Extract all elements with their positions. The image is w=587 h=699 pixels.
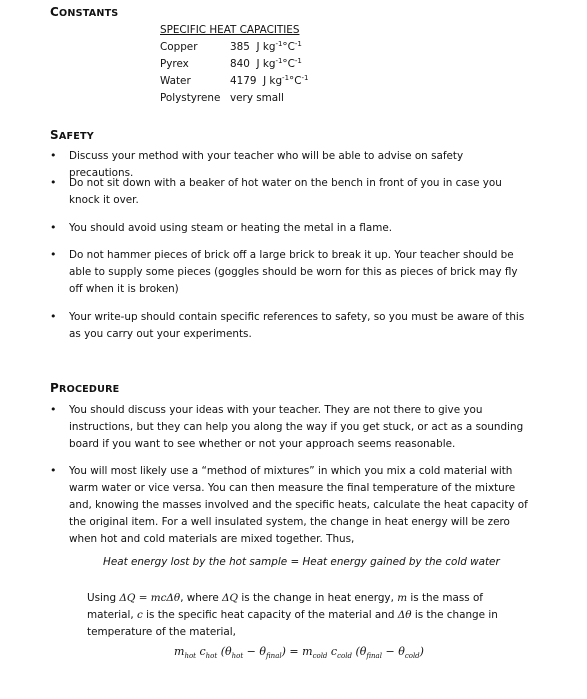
safety-item: Do not hammer pieces of brick off a large brick to break it up. Your teacher should be able to supply some pieces (goggles should be worn for this as pieces of brick may fly off when it is broken) bbox=[69, 249, 518, 295]
bullet-marker: • bbox=[50, 221, 57, 234]
bullet-marker: • bbox=[50, 248, 57, 261]
heading-initial: C bbox=[50, 5, 60, 19]
safety-heading bbox=[50, 128, 94, 142]
bullet-marker: • bbox=[50, 464, 57, 477]
bullet-marker: • bbox=[50, 149, 57, 162]
material-name: Pyrex bbox=[160, 58, 189, 70]
heading-rest: ONSTANTS bbox=[59, 8, 119, 19]
material-name: Copper bbox=[160, 41, 198, 53]
safety-item: Discuss your method with your teacher who will be able to advise on safety precautions. bbox=[69, 150, 464, 179]
heading-rest: AFETY bbox=[58, 131, 94, 142]
material-name: Polystyrene bbox=[160, 92, 221, 104]
heat-balance-equation: $m_{hot}$ $c_{hot}$ $(\theta_{hot} - \theta_{final}) = m_{cold}$ $c_{cold}$ $(\theta_{final} - \theta_{cold})$ bbox=[174, 645, 424, 661]
procedure-heading bbox=[50, 381, 119, 395]
safety-item: Your write-up should contain specific references to safety, so you must be aware of this as you carry out your experiments. bbox=[69, 311, 525, 340]
procedure-item: You should discuss your ideas with your teacher. They are not there to give you instructions, but they can help you along the way if you get stuck, or act as a sounding board if you want to see whether or not your approach seems reasonable. bbox=[69, 404, 524, 450]
material-value: 840 J $kg^{-1}^\circ C^{-1}$ bbox=[230, 57, 302, 70]
material-name: Water bbox=[160, 75, 191, 87]
procedure-item: You will most likely use a “method of mixtures” in which you mix a cold material with warm water or vice versa. You can then measure the final temperature of the mixture and, knowing the masses involved and the specific heats, calculate the heat capacity of the original item. For a well insulated system, the change in heat energy will be zero when hot and cold materials are mixed together. Thus, bbox=[69, 465, 528, 545]
bullet-marker: • bbox=[50, 403, 57, 416]
material-value: 385 J $kg^{-1}^\circ C^{-1}$ bbox=[230, 40, 302, 53]
specific-heat-table bbox=[160, 24, 330, 104]
constants-heading bbox=[50, 5, 118, 19]
heat-balance-statement: Heat energy lost by the hot sample = Heat energy gained by the cold water bbox=[103, 556, 500, 568]
heading-initial: S bbox=[50, 128, 59, 142]
formula: ΔQ = mcΔθ bbox=[119, 592, 181, 604]
material-value: 4179 J $kg^{-1}^\circ C^{-1}$ bbox=[230, 74, 309, 87]
formula-explanation: Using ΔQ = mcΔθ, where ΔQ is the change in heat energy, m is the mass of material, c is the specific heat capacity of the material and Δθ is the change in temperature of the material, bbox=[87, 592, 498, 638]
heading-rest: ROCEDURE bbox=[59, 384, 120, 395]
table-title: SPECIFIC HEAT CAPACITIES bbox=[160, 24, 300, 36]
material-value: very small bbox=[230, 92, 284, 104]
safety-item: You should avoid using steam or heating the metal in a flame. bbox=[69, 222, 393, 234]
bullet-marker: • bbox=[50, 176, 57, 189]
bullet-marker: • bbox=[50, 310, 57, 323]
safety-item: Do not sit down with a beaker of hot water on the bench in front of you in case you knock it over. bbox=[69, 177, 502, 206]
heading-initial: P bbox=[50, 381, 59, 395]
